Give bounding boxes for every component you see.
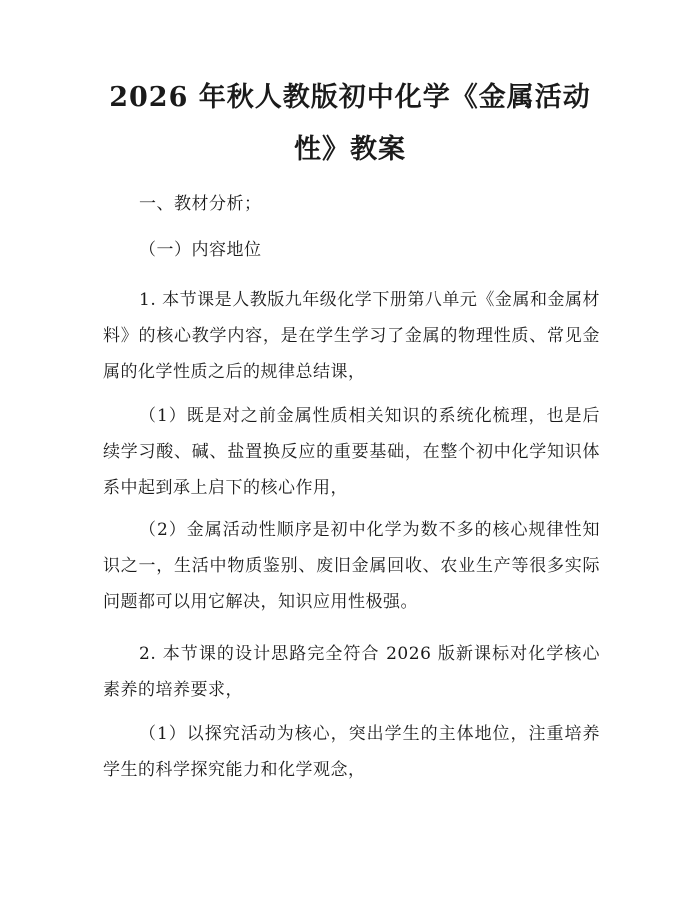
document-title: 2026 年秋人教版初中化学《金属活动性》教案 [109, 82, 591, 165]
paragraph-4: 2. 本节课的设计思路完全符合 2026 版新课标对化学核心素养的培养要求， [103, 644, 600, 700]
paragraph-3: （2）金属活动性顺序是初中化学为数不多的核心规律性知识之一，生活中物质鉴别、废旧金属回收、农业生产等很多实际问题都可以用它解决，知识应用性极强。 [103, 520, 600, 612]
paragraph-1: 1. 本节课是人教版九年级化学下册第八单元《金属和金属材料》的核心教学内容，是在学生学习了金属的物理性质、常见金属的化学性质之后的规律总结课， [103, 290, 600, 382]
subsection-heading: （一）内容地位 [139, 240, 262, 260]
paragraph-5: （1）以探究活动为核心，突出学生的主体地位，注重培养学生的科学探究能力和化学观念， [103, 724, 600, 780]
section-heading: 一、教材分析； [139, 194, 262, 214]
paragraph-2: （1）既是对之前金属性质相关知识的系统化梳理，也是后续学习酸、碱、盐置换反应的重要基础，在整个初中化学知识体系中起到承上启下的核心作用， [103, 406, 600, 498]
